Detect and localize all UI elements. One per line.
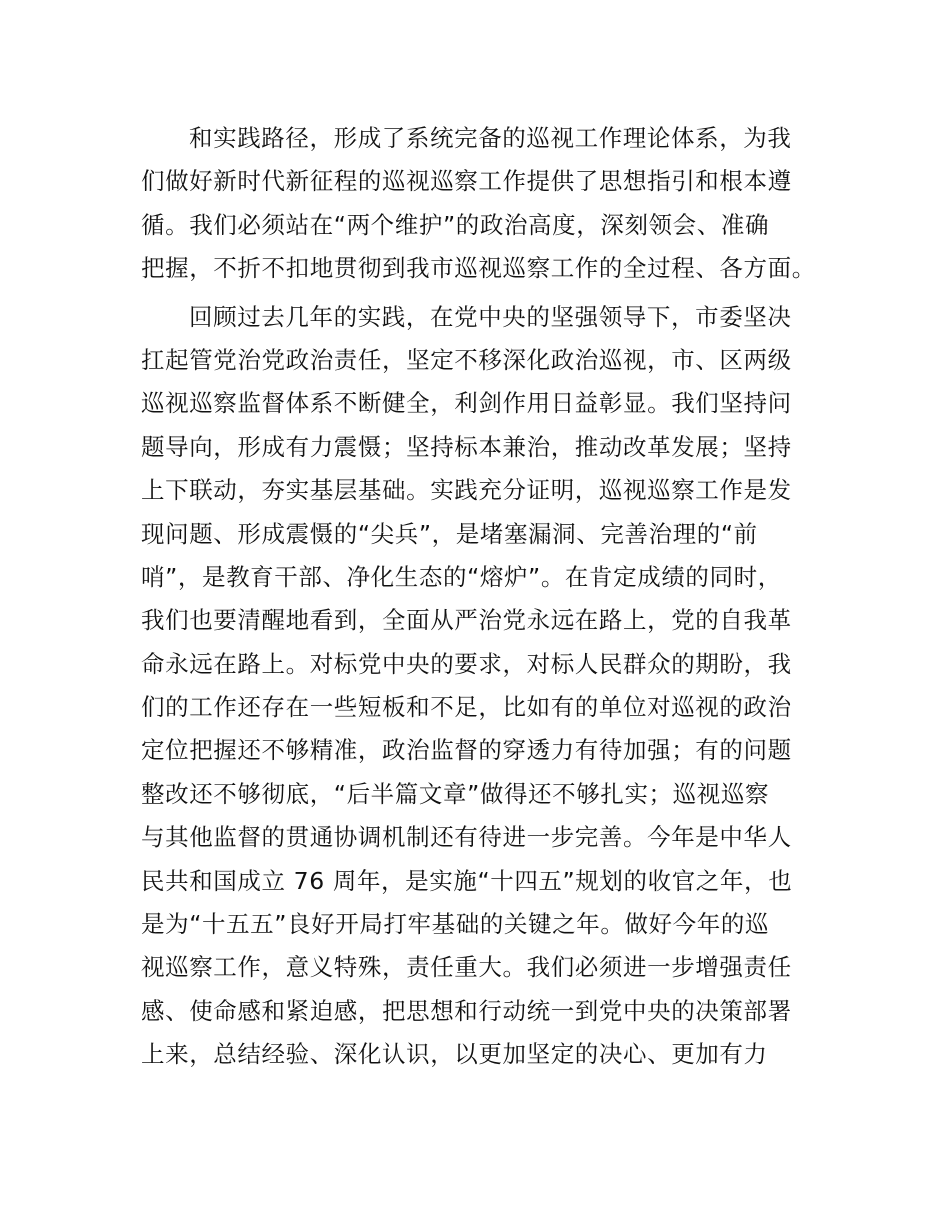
text-line: 回顾过去几年的实践，在党中央的坚强领导下，市委坚决 xyxy=(189,302,792,331)
text-line: 整改还不够彻底，“后半篇文章”做得还不够扎实；巡视巡察 xyxy=(141,779,770,808)
text-line: 们做好新时代新征程的巡视巡察工作提供了思想指引和根本遵 xyxy=(141,167,792,196)
paragraph-1 xyxy=(141,117,821,291)
document-body xyxy=(141,117,821,1077)
text-line: 题导向，形成有力震慑；坚持标本兼治，推动改革发展；坚持 xyxy=(141,432,792,461)
text-line: 们的工作还存在一些短板和不足，比如有的单位对巡视的政治 xyxy=(141,693,792,722)
text-line: 定位把握还不够精准，政治监督的穿透力有待加强；有的问题 xyxy=(141,736,792,765)
text-line: 哨”，是教育干部、净化生态的“熔炉”。在肯定成绩的同时， xyxy=(141,562,782,591)
text-line: 和实践路径，形成了系统完备的巡视工作理论体系，为我 xyxy=(189,124,792,152)
text-line: 与其他监督的贯通协调机制还有待进一步完善。今年是中华人 xyxy=(141,823,792,852)
paragraph-2 xyxy=(141,296,821,1077)
text-line: 民共和国成立 76 周年，是实施“十四五”规划的收官之年，也 xyxy=(141,866,793,895)
text-line: 扛起管党治党政治责任，坚定不移深化政治巡视，市、区两级 xyxy=(141,345,792,374)
text-line: 循。我们必须站在“两个维护”的政治高度，深刻领会、准确 xyxy=(141,210,770,239)
text-line: 把握，不折不扣地贯彻到我市巡视巡察工作的全过程、各方面。 xyxy=(141,254,816,283)
text-line: 我们也要清醒地看到，全面从严治党永远在路上，党的自我革 xyxy=(141,606,792,635)
text-line: 命永远在路上。对标党中央的要求，对标人民群众的期盼，我 xyxy=(141,649,792,678)
text-line: 是为“十五五”良好开局打牢基础的关键之年。做好今年的巡 xyxy=(141,910,770,939)
text-line: 上下联动，夯实基层基础。实践充分证明，巡视巡察工作是发 xyxy=(141,476,792,505)
text-line: 感、使命感和紧迫感，把思想和行动统一到党中央的决策部署 xyxy=(141,996,792,1025)
text-line: 上来，总结经验、深化认识，以更加坚定的决心、更加有力 xyxy=(141,1040,768,1069)
text-line: 巡视巡察监督体系不断健全，利剑作用日益彰显。我们坚持问 xyxy=(141,389,792,418)
text-line: 视巡察工作，意义特殊，责任重大。我们必须进一步增强责任 xyxy=(141,953,792,982)
text-line: 现问题、形成震慑的“尖兵”，是堵塞漏洞、完善治理的“前 xyxy=(141,519,758,548)
